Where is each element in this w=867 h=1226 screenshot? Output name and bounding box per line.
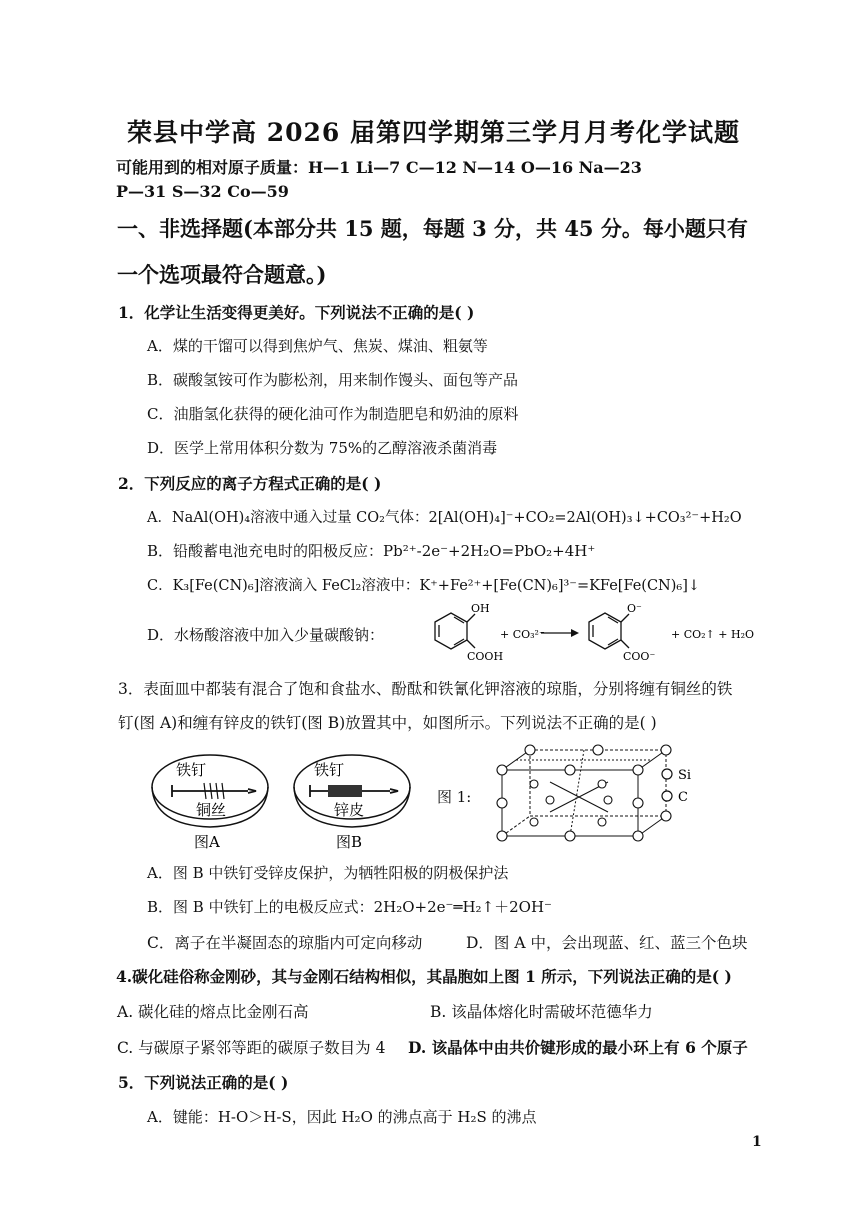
- question-2-option-b: B．铅酸蓄电池充电时的阳极反应：Pb²⁺-2e⁻+2H₂O=PbO₂+4H⁺: [147, 542, 596, 560]
- question-3-stem-line2: 钉(图 A)和缠有锌皮的铁钉(图 B)放置其中，如图所示。下列说法不正确的是( ): [118, 714, 657, 732]
- question-2-option-d: D．水杨酸溶液中加入少量碳酸钠：: [147, 626, 385, 644]
- question-5-option-a: A．键能：H-O＞H-S，因此 H₂O 的沸点高于 H₂S 的沸点: [147, 1108, 537, 1126]
- figure-1-legend: [660, 765, 710, 809]
- question-4-option-a: A. 碳化硅的熔点比金刚石高: [117, 1003, 309, 1021]
- carbonate-label: + CO₃²⁻: [500, 628, 545, 641]
- question-3-option-a: A．图 B 中铁钉受锌皮保护，为牺牲阳极的阴极保护法: [147, 864, 509, 882]
- page-number: 1: [752, 1134, 762, 1150]
- figure-b: [290, 745, 418, 855]
- question-3-option-d: D．图 A 中，会出现蓝、红、蓝三个色块: [466, 934, 748, 952]
- coo-minus-label: COO⁻: [623, 650, 656, 662]
- unit-cell-edges: [502, 750, 666, 836]
- atomic-masses-line1: 可能用到的相对原子质量：H—1 Li—7 C—12 N—14 O—16 Na—23: [116, 158, 642, 177]
- salicylate-structure: [589, 613, 629, 649]
- question-3-stem-line1: 3．表面皿中都装有混合了饱和食盐水、酚酞和铁氰化钾溶液的琼脂，分别将缠有铜丝的铁: [118, 680, 733, 698]
- question-4-stem: 4.碳化硅俗称金刚砂，其与金刚石结构相似，其晶胞如上图 1 所示，下列说法正确的是( ): [116, 967, 732, 986]
- salicylic-acid-structure: [435, 613, 475, 649]
- question-1-option-a: A．煤的干馏可以得到焦炉气、焦炭、煤油、粗氨等: [147, 337, 488, 355]
- question-2-option-a: A．NaAl(OH)₄溶液中通入过量 CO₂气体：2[Al(OH)₄]⁻+CO₂=2Al(OH)₃↓+CO₃²⁻+H₂O: [147, 510, 742, 526]
- page-title: 荣县中学高 2026 届第四学期第三学月月考化学试题: [127, 118, 740, 147]
- zinc-sheet: [328, 785, 362, 797]
- figure-a-caption: 图A: [194, 833, 220, 851]
- section-heading-line1: 一、非选择题(本部分共 15 题，每题 3 分，共 45 分。每小题只有: [117, 216, 748, 241]
- question-3-option-c: C．离子在半凝固态的琼脂内可定向移动: [147, 934, 423, 952]
- question-1-option-d: D．医学上常用体积分数为 75%的乙醇溶液杀菌消毒: [147, 439, 498, 457]
- nail-a: [172, 785, 256, 797]
- figure-a: [148, 745, 276, 855]
- question-2-option-c: C．K₃[Fe(CN)₆]溶液滴入 FeCl₂溶液中：K⁺+Fe²⁺+[Fe(CN)₆]³⁻=KFe[Fe(CN)₆]↓: [147, 578, 701, 594]
- products-label: + CO₂↑ + H₂O: [671, 628, 755, 641]
- atomic-masses-line2: P—31 S—32 Co—59: [116, 182, 289, 201]
- c-legend-marker: [662, 791, 672, 801]
- question-4-option-d: D. 该晶体中由共价键形成的最小环上有 6 个原子: [408, 1038, 748, 1057]
- question-2-stem: 2．下列反应的离子方程式正确的是( ): [118, 474, 382, 493]
- reaction-arrow: [541, 629, 579, 637]
- figure-1-label: 图 1:: [437, 788, 472, 806]
- section-heading-line2: 一个选项最符合题意。): [117, 262, 327, 287]
- salicylic-acid-reaction: [405, 600, 760, 662]
- figure-b-nail-label: 铁钉: [314, 761, 345, 779]
- figure-b-caption: 图B: [336, 833, 363, 851]
- o-minus-label: O⁻: [627, 602, 642, 615]
- question-4-option-b: B. 该晶体熔化时需破坏范德华力: [430, 1003, 653, 1021]
- c-atoms: [530, 780, 612, 826]
- question-1-stem: 1．化学让生活变得更美好。下列说法不正确的是( ): [118, 303, 475, 322]
- c-legend-label: C: [678, 790, 688, 805]
- si-atoms: [497, 745, 671, 841]
- si-legend-marker: [662, 769, 672, 779]
- figure-a-nail-label: 铁钉: [176, 761, 207, 779]
- figure-b-wire-label: 锌皮: [334, 801, 365, 819]
- oh-label: OH: [471, 602, 490, 615]
- figure-a-wire-label: 铜丝: [196, 801, 227, 819]
- si-legend-label: Si: [678, 768, 692, 783]
- question-1-option-c: C．油脂氢化获得的硬化油可作为制造肥皂和奶油的原料: [147, 405, 519, 423]
- cooh-label: COOH: [467, 650, 504, 662]
- question-4-option-c: C. 与碳原子紧邻等距的碳原子数目为 4: [117, 1039, 386, 1057]
- question-3-option-b: B．图 B 中铁钉上的电极反应式：2H₂O+2e⁻═H₂↑＋2OH⁻: [147, 898, 552, 916]
- question-5-stem: 5．下列说法正确的是( ): [118, 1073, 289, 1092]
- question-1-option-b: B．碳酸氢铵可作为膨松剂，用来制作馒头、面包等产品: [147, 371, 519, 389]
